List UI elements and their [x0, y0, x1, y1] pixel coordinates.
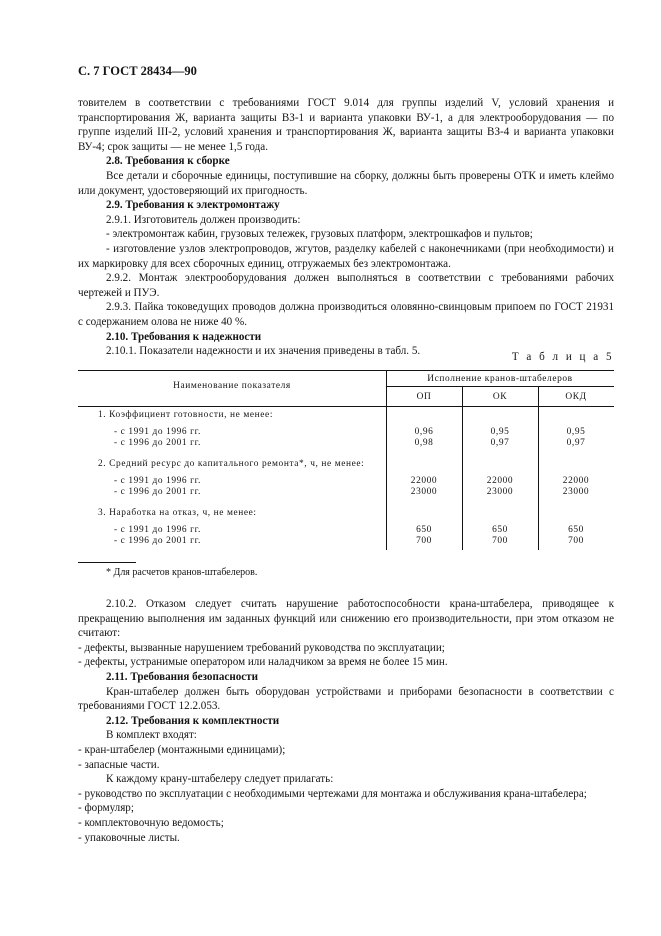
table-cell: 650: [492, 525, 508, 535]
table-row-label: 3. Наработка на отказ, ч, не менее:: [98, 508, 257, 518]
table-cell: 23000: [410, 487, 438, 497]
paragraph: Все детали и сборочные единицы, поступившие на сборку, должны быть проверены ОТК и иметь клеймо или документ, удостоверяющий их пригодность.: [78, 169, 614, 197]
table-cell: 0,95: [566, 427, 586, 437]
table-row-label: 2. Средний ресурс до капитального ремонта*, ч, не менее:: [98, 459, 365, 469]
paragraph: - дефекты, устранимые оператором или наладчиком за время не более 15 мин.: [78, 656, 448, 669]
table-cell: 0,97: [566, 438, 586, 448]
paragraph: - комплектовочную ведомость;: [78, 816, 224, 829]
column-header-name: Наименование показателя: [173, 381, 291, 391]
footnote-rule: [78, 562, 136, 563]
table-cell: 0,95: [490, 427, 510, 437]
paragraph: 2.9.3. Пайка токоведущих проводов должна производиться оловянно-свинцовым припоем по ГОСТ 21931 с содержанием олова не ниже 40 %.: [78, 301, 614, 328]
section-heading: 2.10. Требования к надежности: [106, 330, 262, 343]
table-cell: 22000: [410, 476, 438, 486]
table-cell: 0,97: [490, 438, 510, 448]
section-heading: 2.11. Требования безопасности: [106, 670, 259, 683]
table-cell: 650: [416, 525, 432, 535]
table-subrow-label: - с 1996 до 2001 гг.: [114, 438, 201, 448]
column-header-ok: ОК: [492, 392, 508, 402]
paragraph: - изготовление узлов электропроводов, жгутов, разделку кабелей с наконечниками (при необходимости) и их маркировку для всех сборочных единиц, отгружаемых без электромонтажа.: [78, 242, 614, 270]
paragraph: - электромонтаж кабин, грузовых тележек, грузовых платформ, электрошкафов и пультов;: [106, 228, 533, 241]
column-header-op: ОП: [416, 392, 432, 402]
table-cell: 700: [492, 536, 508, 546]
table-subrow-label: - с 1991 до 1996 гг.: [114, 476, 201, 486]
paragraph: 2.9.1. Изготовитель должен производить:: [106, 213, 301, 226]
table-cell: 650: [568, 525, 584, 535]
table-footnote: * Для расчетов кранов-штабелеров.: [106, 567, 258, 578]
table-cell: 0,98: [414, 438, 434, 448]
table-caption: Т а б л и ц а 5: [511, 351, 614, 363]
table-cell: 22000: [562, 476, 590, 486]
table-cell: 23000: [486, 487, 514, 497]
table-cell: 700: [568, 536, 584, 546]
section-heading: 2.9. Требования к электромонтажу: [106, 199, 280, 212]
table-subrow-label: - с 1996 до 2001 гг.: [114, 487, 201, 497]
table-cell: 700: [416, 536, 432, 546]
table-cell: 0,96: [414, 427, 434, 437]
table-cell: 23000: [562, 487, 590, 497]
table-row-label: 1. Коэффициент готовности, не менее:: [98, 410, 274, 420]
paragraph: - дефекты, вызванные нарушением требований руководства по эксплуатации;: [78, 641, 445, 654]
paragraph: - упаковочные листы.: [78, 831, 180, 844]
column-header-okd: ОКД: [565, 392, 587, 402]
body-text-top: [78, 96, 614, 359]
table-subrow-label: - с 1991 до 1996 гг.: [114, 427, 201, 437]
table-cell: 22000: [486, 476, 514, 486]
section-heading: 2.8. Требования к сборке: [106, 155, 230, 168]
paragraph: товителем в соответствии с требованиями ГОСТ 9.014 для группы изделий V, условий хранения и транспортирования Ж, варианта защиты ВЗ-1 и варианта упаковки ВУ-1, а для электрооборудования — по группе изделий III-2, условий хранения и транспортирования Ж, варианта защиты ВЗ-4 и варианта упаковки ВУ-4; срок защиты — не менее 1,5 года.: [78, 97, 614, 153]
paragraph: 2.10.1. Показатели надежности и их значения приведены в табл. 5.: [106, 345, 421, 358]
paragraph: К каждому крану-штабелеру следует прилагать:: [106, 773, 334, 786]
table-subrow-label: - с 1996 до 2001 гг.: [114, 536, 201, 546]
column-group-header: Исполнение кранов-штабелеров: [427, 374, 573, 384]
paragraph: - кран-штабелер (монтажными единицами);: [78, 743, 286, 756]
paragraph: В комплект входят:: [106, 729, 197, 742]
paragraph: - запасные части.: [78, 758, 160, 771]
body-text-bottom: [78, 597, 614, 845]
paragraph: 2.9.2. Монтаж электрооборудования должен выполняться в соответствии с требованиями рабочих чертежей и ПУЭ.: [78, 272, 614, 299]
paragraph: 2.10.2. Отказом следует считать нарушение работоспособности крана-штабелера, приводящее к прекращению выполнения им заданных функций или снижению его производительности, при этом отказом не считают:: [78, 598, 614, 640]
paragraph: Кран-штабелер должен быть оборудован устройствами и приборами безопасности в соответствии с требованиями ГОСТ 12.2.053.: [78, 685, 614, 713]
reliability-table: [78, 370, 614, 550]
paragraph: - формуляр;: [78, 802, 134, 815]
page-header: С. 7 ГОСТ 28434—90: [78, 64, 197, 78]
paragraph: - руководство по эксплуатации с необходимыми чертежами для монтажа и обслуживания крана-штабелера;: [78, 787, 587, 800]
table-subrow-label: - с 1991 до 1996 гг.: [114, 525, 201, 535]
section-heading: 2.12. Требования к комплектности: [106, 714, 280, 727]
